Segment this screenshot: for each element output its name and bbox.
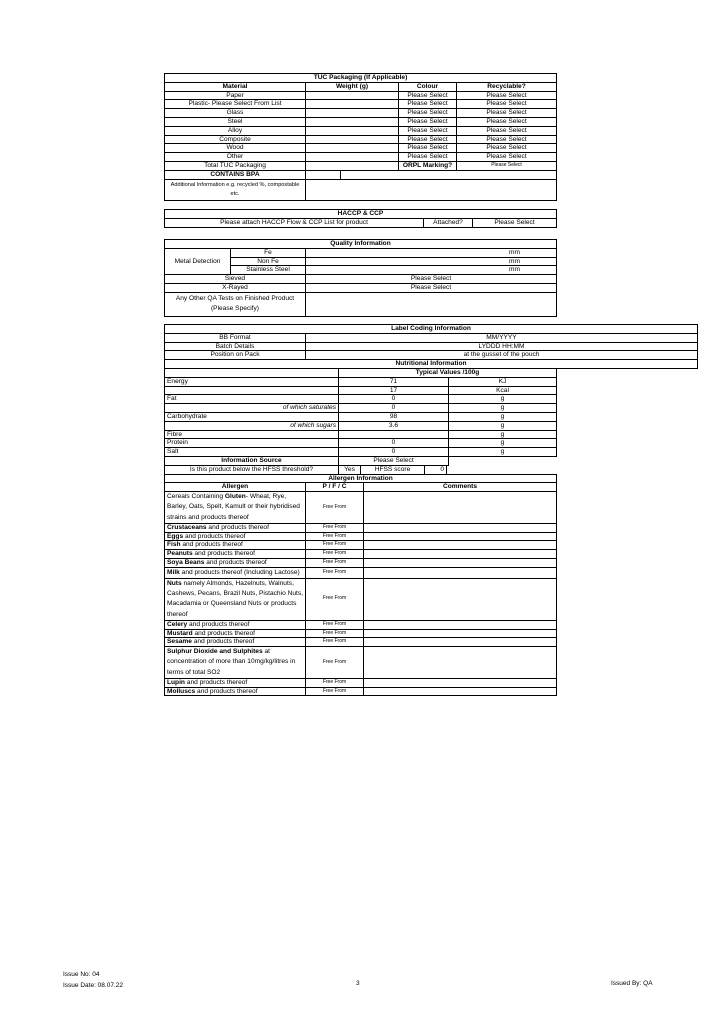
nutrition-title: Nutritional Information bbox=[165, 360, 698, 369]
tuc-weight-field[interactable] bbox=[306, 126, 399, 135]
tuc-material-label: Steel bbox=[165, 117, 306, 126]
allergen-header-name: Allergen bbox=[165, 483, 306, 492]
tuc-colour-select[interactable]: Please Select bbox=[399, 91, 457, 100]
nutrition-value[interactable]: 98 bbox=[339, 412, 449, 421]
allergen-row bbox=[165, 629, 557, 638]
allergen-bold: Nuts bbox=[167, 579, 182, 587]
label-nutrition-allergen-section bbox=[164, 324, 556, 696]
allergen-name bbox=[165, 620, 306, 629]
allergen-bold: Milk bbox=[167, 568, 180, 576]
nutrition-row bbox=[165, 421, 557, 430]
label-coding-label: Batch Details bbox=[165, 342, 306, 351]
information-source-select[interactable]: Please Select bbox=[339, 456, 449, 465]
allergen-comments-field[interactable] bbox=[364, 523, 557, 532]
allergen-name bbox=[165, 558, 306, 567]
allergen-name bbox=[165, 532, 306, 541]
nutrition-row bbox=[165, 395, 557, 404]
allergen-comments-field[interactable] bbox=[364, 558, 557, 567]
allergen-description: and products thereof bbox=[206, 523, 269, 531]
allergen-comments-field[interactable] bbox=[364, 629, 557, 638]
tuc-title: TUC Packaging (If Applicable) bbox=[165, 74, 557, 83]
tuc-row bbox=[165, 100, 557, 109]
allergen-lead: Cereals Containing bbox=[167, 493, 225, 501]
nutrition-label: Salt bbox=[165, 448, 339, 457]
nutrition-unit: g bbox=[449, 430, 557, 439]
allergen-name bbox=[165, 647, 306, 679]
allergen-name bbox=[165, 541, 306, 550]
tuc-weight-field[interactable] bbox=[306, 109, 399, 118]
nutrition-row bbox=[165, 404, 557, 413]
allergen-name bbox=[165, 550, 306, 559]
tuc-colour-select[interactable]: Please Select bbox=[399, 109, 457, 118]
orpl-marking-select[interactable]: Please Select bbox=[457, 161, 557, 170]
nutrition-unit: KJ bbox=[449, 377, 557, 386]
allergen-header-pfc: P / F / C bbox=[306, 483, 364, 492]
allergen-status-select[interactable]: Free From bbox=[306, 629, 364, 638]
allergen-description: at concentration of more than 10mg/kg/litres in terms of total SO2 bbox=[167, 648, 296, 676]
tuc-colour-select[interactable]: Please Select bbox=[399, 153, 457, 162]
allergen-description: and products thereof bbox=[187, 620, 250, 628]
nutrition-value[interactable]: 71 bbox=[339, 377, 449, 386]
tuc-recyclable-select[interactable]: Please Select bbox=[457, 100, 557, 109]
label-coding-label: BB Format bbox=[165, 333, 306, 342]
allergen-comments-field[interactable] bbox=[364, 620, 557, 629]
nutrition-unit: g bbox=[449, 421, 557, 430]
tuc-row bbox=[165, 126, 557, 135]
nutrition-unit: Kcal bbox=[449, 386, 557, 395]
allergen-row bbox=[165, 567, 557, 578]
nutrition-table bbox=[164, 368, 557, 466]
allergen-comments-field[interactable] bbox=[364, 550, 557, 559]
allergen-status-select[interactable]: Free From bbox=[306, 492, 364, 524]
nutrition-label: Protein bbox=[165, 439, 339, 448]
nutrition-label: Fibre bbox=[165, 430, 339, 439]
tuc-header-material: Material bbox=[165, 82, 306, 91]
tuc-colour-select[interactable]: Please Select bbox=[399, 144, 457, 153]
allergen-bold: Sesame bbox=[167, 638, 192, 646]
allergen-description: and products thereof bbox=[183, 532, 246, 540]
tuc-row bbox=[165, 135, 557, 144]
tuc-row bbox=[165, 153, 557, 162]
label-coding-value[interactable]: LYDDD HH:MM bbox=[306, 342, 698, 351]
allergen-bold: Celery bbox=[167, 620, 188, 628]
tuc-material-label: Glass bbox=[165, 109, 306, 118]
nutrition-label: of which sugars bbox=[165, 421, 339, 430]
allergen-comments-field[interactable] bbox=[364, 578, 557, 620]
nutrition-value[interactable]: 17 bbox=[339, 386, 449, 395]
issued-by: Issued By: QA bbox=[611, 980, 653, 987]
tuc-recyclable-select[interactable]: Please Select bbox=[457, 91, 557, 100]
nutrition-value[interactable]: 0 bbox=[339, 439, 449, 448]
label-coding-row bbox=[165, 351, 698, 360]
allergen-bold: Crustaceans bbox=[167, 523, 207, 531]
allergen-description: namely Almonds, Hazelnuts, Walnuts, Cashews, Pecans, Brazil Nuts, Pistachio Nuts, Macadamia or Queensland Nuts or products thereof bbox=[167, 579, 303, 618]
contains-bpa-field[interactable] bbox=[306, 170, 341, 179]
allergen-row bbox=[165, 532, 557, 541]
nutrition-row bbox=[165, 430, 557, 439]
quality-title: Quality Information bbox=[165, 240, 557, 249]
other-tests-label: Any Other QA Tests on Finished Product (Please Specify) bbox=[165, 292, 306, 316]
allergen-row bbox=[165, 647, 557, 679]
allergen-row bbox=[165, 523, 557, 532]
label-coding-row bbox=[165, 342, 698, 351]
tuc-header-colour: Colour bbox=[399, 82, 457, 91]
metal-fe-label: Fe bbox=[231, 248, 306, 257]
allergen-comments-field[interactable] bbox=[364, 678, 557, 687]
nutrition-unit: g bbox=[449, 448, 557, 457]
tuc-recyclable-select[interactable]: Please Select bbox=[457, 126, 557, 135]
allergen-bold: Fish bbox=[167, 541, 181, 549]
allergen-bold: Soya Beans bbox=[167, 558, 205, 566]
xrayed-label: X-Rayed bbox=[165, 283, 306, 292]
allergen-bold: Mustard bbox=[167, 629, 193, 637]
tuc-material-label: Plastic- Please Select From List bbox=[165, 100, 306, 109]
haccp-title: HACCP & CCP bbox=[165, 210, 557, 219]
tuc-colour-select[interactable]: Please Select bbox=[399, 135, 457, 144]
nutrition-unit: g bbox=[449, 404, 557, 413]
tuc-colour-select[interactable]: Please Select bbox=[399, 100, 457, 109]
allergen-row bbox=[165, 550, 557, 559]
tuc-total-weight-field[interactable] bbox=[306, 161, 399, 170]
allergen-description: and products thereof bbox=[184, 678, 248, 686]
hfss-question: Is this product below the HFSS threshold? bbox=[165, 465, 339, 474]
haccp-table bbox=[164, 209, 557, 228]
xrayed-select[interactable]: Please Select bbox=[306, 283, 557, 292]
tuc-packaging-section bbox=[164, 73, 556, 201]
contains-bpa-label: CONTAINS BPA bbox=[165, 170, 306, 179]
allergen-status-select[interactable]: Free From bbox=[306, 523, 364, 532]
metal-stainless-field[interactable]: mm bbox=[306, 266, 557, 275]
nutrition-unit: g bbox=[449, 439, 557, 448]
allergen-row bbox=[165, 620, 557, 629]
metal-nonfe-label: Non Fe bbox=[231, 257, 306, 266]
allergen-comments-field[interactable] bbox=[364, 532, 557, 541]
tuc-row bbox=[165, 109, 557, 118]
label-coding-row bbox=[165, 333, 698, 342]
allergen-name bbox=[165, 578, 306, 620]
allergen-status-select[interactable]: Free From bbox=[306, 550, 364, 559]
nutrition-label: Fat bbox=[165, 395, 339, 404]
allergen-status-select[interactable]: Free From bbox=[306, 638, 364, 647]
tuc-header-weight: Weight (g) bbox=[306, 82, 399, 91]
nutrition-label: Energy bbox=[165, 377, 339, 386]
tuc-colour-select[interactable]: Please Select bbox=[399, 117, 457, 126]
tuc-weight-field[interactable] bbox=[306, 144, 399, 153]
tuc-weight-field[interactable] bbox=[306, 117, 399, 126]
hfss-score-label: HFSS score bbox=[361, 465, 425, 474]
tuc-weight-field[interactable] bbox=[306, 91, 399, 100]
typical-values-label: Typical Values /100g bbox=[339, 368, 557, 377]
allergen-name bbox=[165, 687, 306, 696]
tuc-material-label: Paper bbox=[165, 91, 306, 100]
allergen-title: Allergen Information bbox=[165, 474, 557, 483]
tuc-material-label: Wood bbox=[165, 144, 306, 153]
allergen-description: and products thereof bbox=[192, 629, 255, 637]
allergen-name bbox=[165, 678, 306, 687]
label-coding-table bbox=[164, 324, 698, 369]
additional-info-field[interactable] bbox=[306, 179, 557, 200]
tuc-packaging-table bbox=[164, 73, 557, 201]
allergen-row bbox=[165, 638, 557, 647]
label-coding-value[interactable]: MM/YYYY bbox=[306, 333, 698, 342]
allergen-table bbox=[164, 474, 557, 697]
allergen-name bbox=[165, 638, 306, 647]
haccp-attach-label: Please attach HACCP Flow & CCP List for product bbox=[165, 218, 424, 227]
page-number: 3 bbox=[356, 980, 360, 987]
tuc-recyclable-select[interactable]: Please Select bbox=[457, 153, 557, 162]
allergen-comments-field[interactable] bbox=[364, 567, 557, 578]
allergen-comments-field[interactable] bbox=[364, 647, 557, 679]
hfss-score-value[interactable]: 0 bbox=[425, 465, 447, 474]
metal-nonfe-field[interactable]: mm bbox=[306, 257, 557, 266]
tuc-recyclable-select[interactable]: Please Select bbox=[457, 109, 557, 118]
nutrition-row bbox=[165, 439, 557, 448]
allergen-description: - Wheat, Rye, Barley, Oats, Spelt, Kamult or their hybridised strains and products thereof bbox=[167, 493, 300, 521]
allergen-bold: Peanuts bbox=[167, 550, 193, 558]
nutrition-row bbox=[165, 448, 557, 457]
allergen-status-select[interactable]: Free From bbox=[306, 678, 364, 687]
allergen-status-select[interactable]: Free From bbox=[306, 541, 364, 550]
tuc-material-label: Alloy bbox=[165, 126, 306, 135]
label-coding-title: Label Coding Information bbox=[165, 325, 698, 334]
quality-table bbox=[164, 239, 557, 317]
metal-fe-field[interactable]: mm bbox=[306, 248, 557, 257]
allergen-row bbox=[165, 558, 557, 567]
haccp-attached-select[interactable]: Please Select bbox=[473, 218, 557, 227]
additional-info-label: Additional Information e.g. recycled %, compostable etc. bbox=[165, 179, 306, 200]
allergen-comments-field[interactable] bbox=[364, 541, 557, 550]
allergen-bold: Gluten bbox=[224, 493, 246, 501]
nutrition-row bbox=[165, 412, 557, 421]
orpl-marking-label: ORPL Marking? bbox=[399, 161, 457, 170]
nutrition-value[interactable]: 0 bbox=[339, 404, 449, 413]
tuc-recyclable-select[interactable]: Please Select bbox=[457, 117, 557, 126]
allergen-row bbox=[165, 492, 557, 524]
tuc-weight-field[interactable] bbox=[306, 153, 399, 162]
allergen-comments-field[interactable] bbox=[364, 638, 557, 647]
tuc-material-label: Composite bbox=[165, 135, 306, 144]
quality-section bbox=[164, 239, 556, 317]
allergen-comments-field[interactable] bbox=[364, 492, 557, 524]
tuc-recyclable-select[interactable]: Please Select bbox=[457, 144, 557, 153]
tuc-colour-select[interactable]: Please Select bbox=[399, 126, 457, 135]
nutrition-unit: g bbox=[449, 395, 557, 404]
haccp-section bbox=[164, 209, 556, 228]
allergen-name bbox=[165, 523, 306, 532]
allergen-description: and products thereof bbox=[192, 550, 255, 558]
nutrition-value[interactable] bbox=[339, 430, 449, 439]
tuc-total-label: Total TUC Packaging bbox=[165, 161, 306, 170]
tuc-row bbox=[165, 144, 557, 153]
allergen-bold: Sulphur Dioxide and Sulphites bbox=[167, 648, 263, 656]
nutrition-value[interactable]: 3.6 bbox=[339, 421, 449, 430]
allergen-description: and products thereof bbox=[191, 638, 255, 646]
label-coding-label: Position on Pack bbox=[165, 351, 306, 360]
nutrition-label: of which saturates bbox=[165, 404, 339, 413]
other-tests-field[interactable] bbox=[306, 292, 557, 316]
information-source-label: Information Source bbox=[165, 456, 339, 465]
allergen-row bbox=[165, 578, 557, 620]
hfss-answer[interactable]: Yes bbox=[339, 465, 361, 474]
allergen-status-select[interactable]: Free From bbox=[306, 687, 364, 696]
allergen-bold: Eggs bbox=[167, 532, 184, 540]
allergen-status-select[interactable]: Free From bbox=[306, 578, 364, 620]
allergen-row bbox=[165, 687, 557, 696]
nutrition-row bbox=[165, 386, 557, 395]
issue-date: Issue Date: 08.07.22 bbox=[63, 982, 123, 989]
tuc-material-label: Other bbox=[165, 153, 306, 162]
sieved-label: Sieved bbox=[165, 275, 306, 284]
tuc-weight-field[interactable] bbox=[306, 100, 399, 109]
nutrition-unit: g bbox=[449, 412, 557, 421]
allergen-description: and products thereof bbox=[180, 541, 243, 549]
allergen-comments-field[interactable] bbox=[364, 687, 557, 696]
nutrition-row bbox=[165, 377, 557, 386]
issue-number: Issue No: 04 bbox=[63, 971, 100, 978]
allergen-name bbox=[165, 567, 306, 578]
label-coding-value[interactable]: at the gusset of the pouch bbox=[306, 351, 698, 360]
allergen-description: and products thereof (Including Lactose) bbox=[179, 568, 300, 576]
nutrition-label bbox=[165, 386, 339, 395]
allergen-row bbox=[165, 678, 557, 687]
allergen-description: and products thereof bbox=[195, 687, 258, 695]
metal-stainless-label: Stainless Steel bbox=[231, 266, 306, 275]
allergen-name bbox=[165, 629, 306, 638]
tuc-recyclable-select[interactable]: Please Select bbox=[457, 135, 557, 144]
sieved-select[interactable]: Please Select bbox=[306, 275, 557, 284]
allergen-description: and products thereof bbox=[204, 558, 267, 566]
tuc-row bbox=[165, 117, 557, 126]
nutrition-value[interactable]: 0 bbox=[339, 448, 449, 457]
allergen-bold: Molluscs bbox=[167, 687, 196, 695]
haccp-attached-label: Attached? bbox=[424, 218, 473, 227]
allergen-row bbox=[165, 541, 557, 550]
tuc-row bbox=[165, 91, 557, 100]
allergen-name bbox=[165, 492, 306, 524]
nutrition-value[interactable]: 0 bbox=[339, 395, 449, 404]
allergen-status-select[interactable]: Free From bbox=[306, 620, 364, 629]
tuc-header-recyclable: Recyclable? bbox=[457, 82, 557, 91]
allergen-status-select[interactable]: Free From bbox=[306, 558, 364, 567]
allergen-status-select[interactable]: Free From bbox=[306, 647, 364, 679]
metal-detection-label: Metal Detection bbox=[165, 248, 231, 274]
allergen-bold: Lupin bbox=[167, 678, 185, 686]
allergen-status-select[interactable]: Free From bbox=[306, 567, 364, 578]
tuc-weight-field[interactable] bbox=[306, 135, 399, 144]
allergen-header-comments: Comments bbox=[364, 483, 557, 492]
nutrition-label: Carbohydrate bbox=[165, 412, 339, 421]
allergen-status-select[interactable]: Free From bbox=[306, 532, 364, 541]
